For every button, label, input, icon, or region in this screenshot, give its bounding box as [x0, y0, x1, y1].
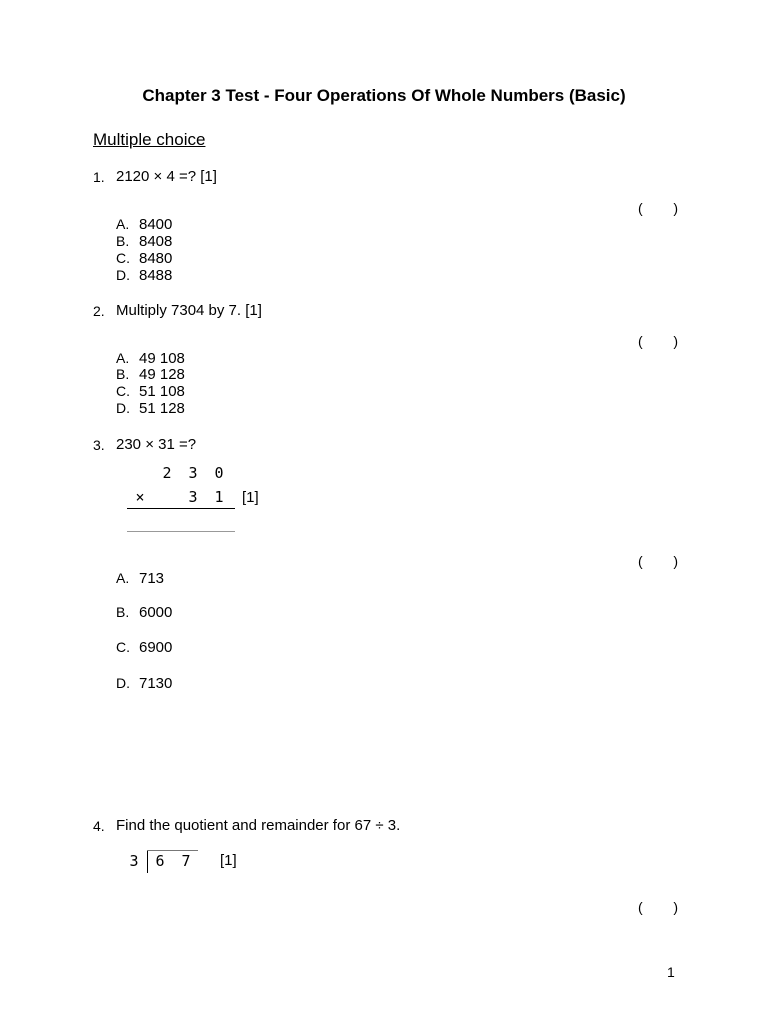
option-d[interactable]: D. 7130 — [116, 675, 173, 692]
calc-digit: 3 — [188, 488, 198, 506]
bracket-open: ( — [638, 333, 643, 349]
option-c[interactable]: C. 8480 — [116, 250, 173, 267]
answer-bracket[interactable] — [638, 333, 678, 349]
calc-rule — [127, 508, 235, 509]
bracket-open: ( — [638, 200, 643, 216]
option-a[interactable]: A. 49 108 — [116, 350, 185, 367]
bracket-close: ) — [673, 200, 678, 216]
bracket-close: ) — [673, 553, 678, 569]
question-marks: [1] — [220, 852, 237, 869]
bracket-close: ) — [673, 899, 678, 915]
question-text: 2120 × 4 =? [1] — [116, 168, 217, 185]
option-b[interactable]: B. 6000 — [116, 604, 173, 621]
answer-bracket[interactable] — [638, 553, 678, 569]
option-b[interactable]: B. 49 128 — [116, 366, 185, 383]
bracket-close: ) — [673, 333, 678, 349]
option-c[interactable]: C. 51 108 — [116, 383, 185, 400]
option-a[interactable]: A. 8400 — [116, 216, 173, 233]
bracket-open: ( — [638, 899, 643, 915]
question-number: 4. — [93, 818, 105, 834]
question-number: 2. — [93, 303, 105, 319]
question-marks: [1] — [242, 489, 259, 506]
calc-digit: 0 — [214, 464, 224, 482]
question-text: Multiply 7304 by 7. [1] — [116, 302, 262, 319]
option-d[interactable]: D. 51 128 — [116, 400, 185, 417]
question-number: 1. — [93, 169, 105, 185]
section-heading: Multiple choice — [93, 130, 206, 149]
calc-digit: 2 — [162, 464, 172, 482]
page-title: Chapter 3 Test - Four Operations Of Whole Numbers (Basic) — [142, 86, 626, 105]
dividend-digit: 6 — [155, 852, 165, 870]
calc-digit: 3 — [188, 464, 198, 482]
multiply-sign: × — [135, 488, 145, 506]
division-bracket-top — [147, 850, 198, 851]
answer-line[interactable] — [127, 531, 235, 532]
option-c[interactable]: C. 6900 — [116, 639, 173, 656]
page-number: 1 — [667, 964, 675, 980]
answer-bracket[interactable] — [638, 200, 678, 216]
dividend-digit: 7 — [181, 852, 191, 870]
calc-digit: 1 — [214, 488, 224, 506]
division-bracket-vertical — [147, 850, 148, 873]
question-number: 3. — [93, 437, 105, 453]
option-a[interactable]: A. 713 — [116, 570, 165, 587]
divisor: 3 — [129, 852, 139, 870]
bracket-open: ( — [638, 553, 643, 569]
answer-bracket[interactable] — [638, 899, 678, 915]
option-b[interactable]: B. 8408 — [116, 233, 173, 250]
question-text: 230 × 31 =? — [116, 436, 197, 453]
question-text: Find the quotient and remainder for 67 ÷ 3. — [116, 817, 401, 834]
option-d[interactable]: D. 8488 — [116, 267, 173, 284]
